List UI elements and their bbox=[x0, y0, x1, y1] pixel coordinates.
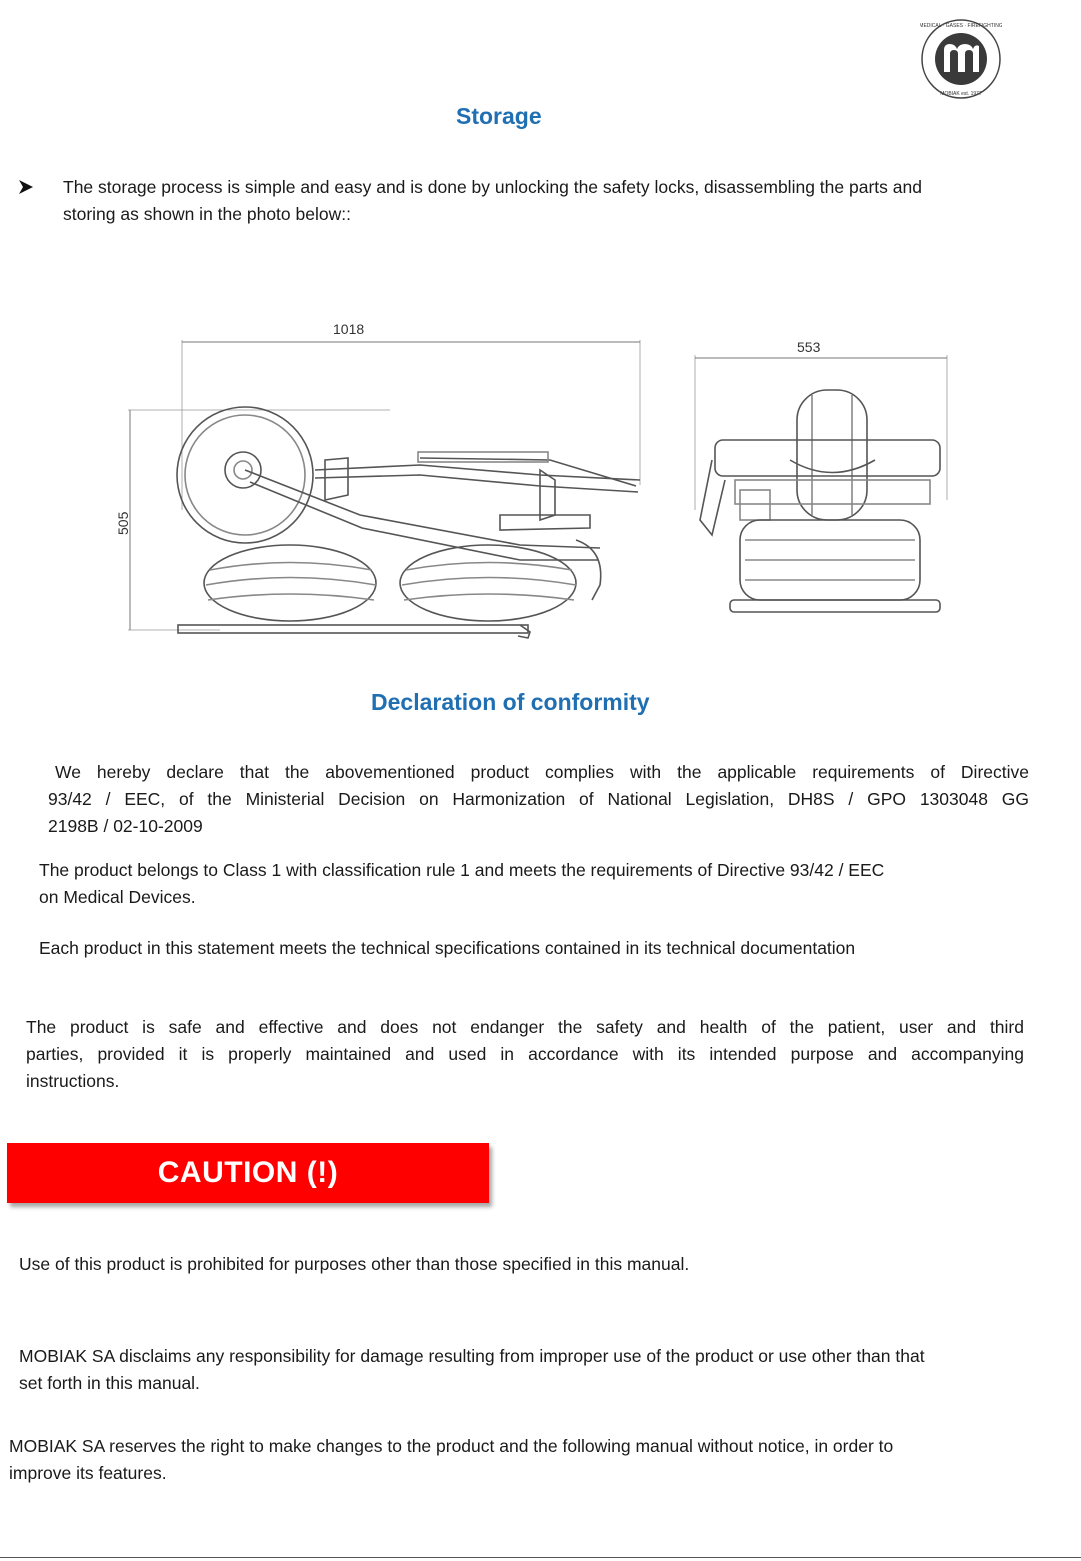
conformity-line: parties, provided it is properly maintained and used in accordance with its intended purpose and accompanying bbox=[26, 1044, 1024, 1064]
caution-line: improve its features. bbox=[9, 1463, 167, 1483]
dimension-height-label: 505 bbox=[115, 511, 131, 535]
storage-title: Storage bbox=[456, 103, 542, 129]
dimension-width-label: 553 bbox=[797, 339, 821, 355]
caution-paragraph-1: Use of this product is prohibited for purposes other than those specified in this manual. bbox=[19, 1254, 690, 1274]
conformity-paragraph-2 bbox=[39, 857, 1039, 911]
svg-text:MOBIAK est. 1977: MOBIAK est. 1977 bbox=[940, 91, 982, 97]
storage-bullet-line: The storage process is simple and easy and is done by unlocking the safety locks, disassembling the parts and bbox=[63, 177, 922, 197]
storage-bullet-text bbox=[63, 174, 1063, 228]
storage-bullet-line: storing as shown in the photo below:: bbox=[63, 204, 351, 224]
caution-banner bbox=[7, 1143, 489, 1203]
caution-paragraph-3 bbox=[9, 1433, 1069, 1487]
conformity-line: The product belongs to Class 1 with classification rule 1 and meets the requirements of Directive 93/42 / EEC bbox=[39, 860, 885, 880]
conformity-line: 93/42 / EEC, of the Ministerial Decision on Harmonization of National Legislation, DH8S / GPO 1303048 GG bbox=[48, 789, 1029, 809]
mobiak-logo-icon bbox=[920, 18, 1002, 100]
caution-line: MOBIAK SA reserves the right to make changes to the product and the following manual without notice, in order to bbox=[9, 1436, 894, 1456]
conformity-title: Declaration of conformity bbox=[371, 689, 650, 715]
dimension-length-label: 1018 bbox=[333, 321, 365, 337]
conformity-line: The product is safe and effective and does not endanger the safety and health of the patient, user and third bbox=[26, 1017, 1024, 1037]
arrow-bullet-icon bbox=[17, 178, 35, 196]
caution-paragraph-2 bbox=[19, 1343, 1079, 1397]
conformity-line: on Medical Devices. bbox=[39, 887, 196, 907]
conformity-line: We hereby declare that the abovementioned product complies with the applicable requirements of Directive bbox=[55, 762, 1029, 782]
conformity-paragraph-3: Each product in this statement meets the technical specifications contained in its technical documentation bbox=[39, 938, 856, 958]
caution-line: MOBIAK SA disclaims any responsibility for damage resulting from improper use of the product or use other than that bbox=[19, 1346, 925, 1366]
conformity-line: instructions. bbox=[26, 1071, 120, 1091]
conformity-line: 2198B / 02-10-2009 bbox=[48, 816, 203, 836]
storage-drawing bbox=[100, 310, 980, 655]
conformity-paragraph-4 bbox=[26, 1014, 1024, 1095]
svg-text:MEDICAL · GASES · FIREFIGHTING: MEDICAL · GASES · FIREFIGHTING bbox=[920, 23, 1002, 29]
caution-line: set forth in this manual. bbox=[19, 1373, 200, 1393]
conformity-paragraph-1 bbox=[48, 759, 1029, 840]
page-bottom-rule bbox=[0, 1557, 1081, 1558]
caution-label: CAUTION (!) bbox=[157, 1156, 339, 1189]
company-logo bbox=[920, 18, 1002, 100]
